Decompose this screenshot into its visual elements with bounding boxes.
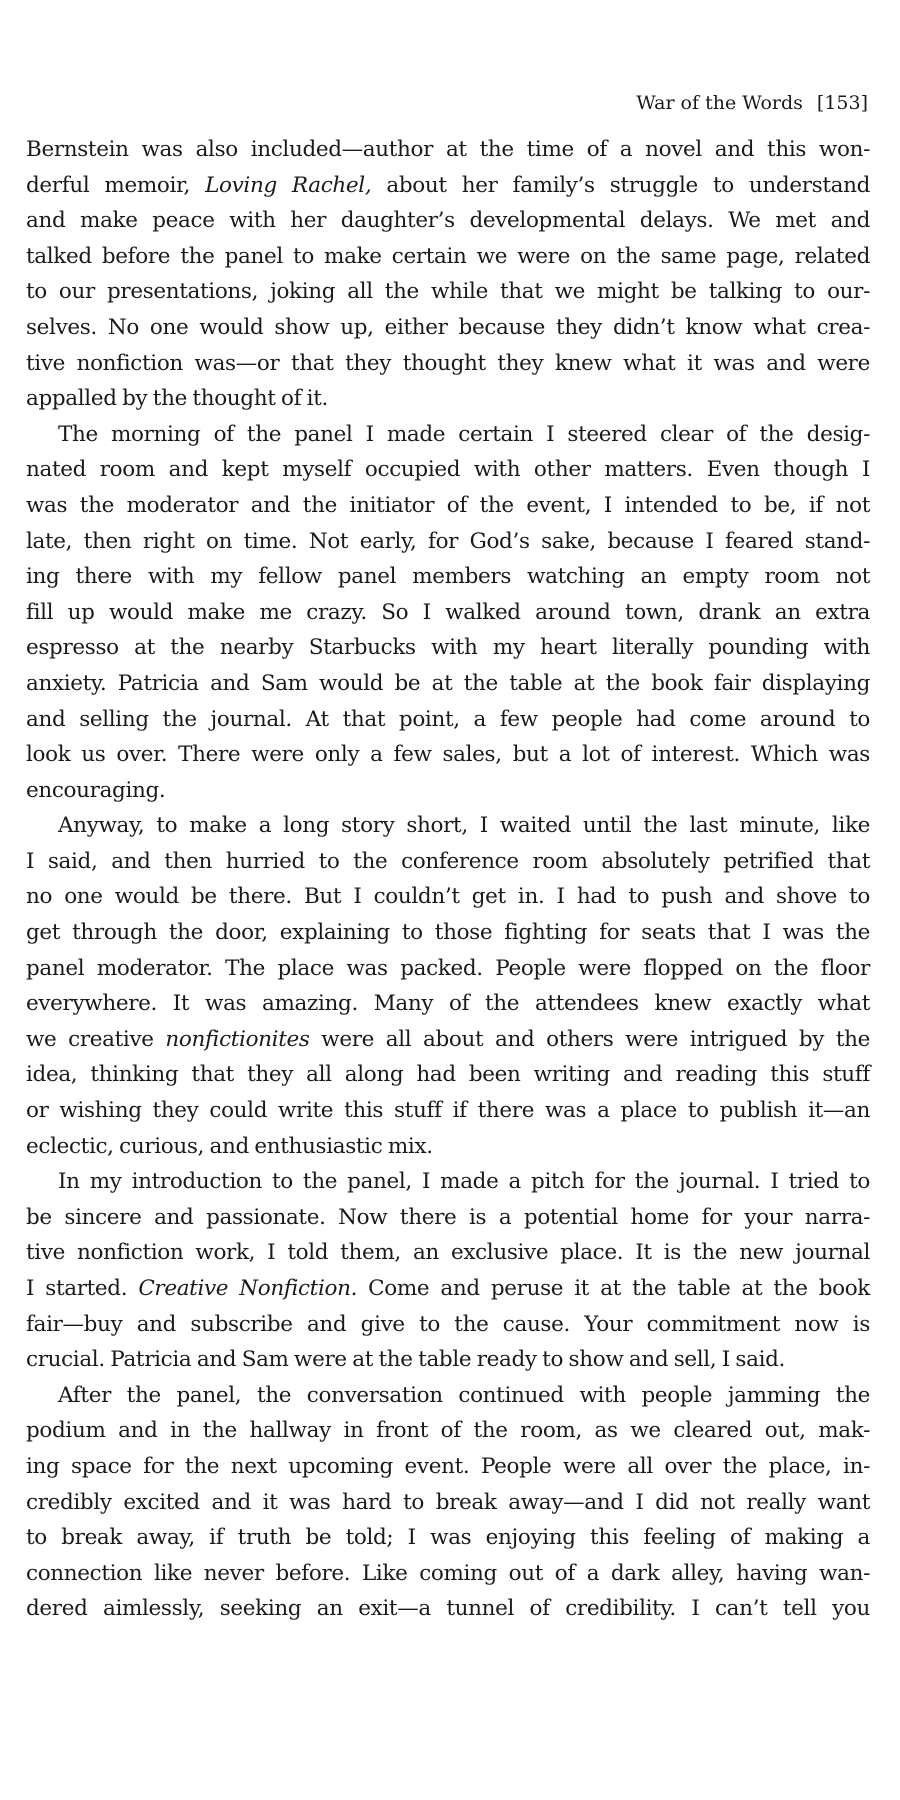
text-run: were all about and others were intrigued by the <box>309 1026 870 1052</box>
italic-title: Loving Rachel, <box>205 172 372 198</box>
text-run: encouraging. <box>26 777 166 803</box>
text-line <box>26 1235 870 1271</box>
text-run: we creative <box>26 1026 166 1052</box>
text-line <box>26 915 870 951</box>
text-line <box>26 1342 870 1378</box>
running-head <box>636 90 868 116</box>
text-line <box>26 1200 870 1236</box>
text-run: idea, thinking that they all along had been writing and reading this stuff <box>26 1062 870 1088</box>
text-line <box>26 666 870 702</box>
text-line <box>26 595 870 631</box>
text-line <box>26 417 870 453</box>
text-run: look us over. There were only a few sales, but a lot of interest. Which was <box>26 742 870 768</box>
text-run: Bernstein was also included—author at the time of a novel and this won- <box>26 137 870 162</box>
text-line <box>26 346 870 382</box>
text-run: everywhere. It was amazing. Many of the attendees knew exactly what <box>26 991 870 1017</box>
text-line <box>26 274 870 310</box>
text-run: After the panel, the conversation continued with people jamming the <box>58 1382 870 1408</box>
text-run: no one would be there. But I couldn’t get in. I had to push and shove to <box>26 884 870 910</box>
text-line <box>26 168 870 204</box>
text-line <box>26 1307 870 1343</box>
text-run: . Come and peruse it at the table at the book <box>350 1276 870 1301</box>
text-run: nated room and kept myself occupied with other matters. Even though I <box>26 457 870 483</box>
text-line <box>26 773 870 809</box>
text-line <box>26 381 870 417</box>
text-line <box>26 808 870 844</box>
text-run: I started. <box>26 1276 139 1301</box>
text-run: and selling the journal. At that point, a few people had come around to <box>26 706 870 732</box>
text-line <box>26 1271 870 1307</box>
text-run: get through the door, explaining to those fighting for seats that I was the <box>26 920 870 946</box>
text-run: The morning of the panel I made certain I steered clear of the desig- <box>58 421 870 447</box>
text-line <box>26 239 870 275</box>
text-line <box>26 452 870 488</box>
text-run: selves. No one would show up, either because they didn’t know what crea- <box>26 314 870 340</box>
text-run: In my introduction to the panel, I made a pitch for the journal. I tried to <box>58 1169 870 1195</box>
text-line <box>26 1129 870 1165</box>
text-run: ing space for the next upcoming event. People were all over the place, in- <box>26 1453 870 1479</box>
text-run: espresso at the nearby Starbucks with my heart literally pounding with <box>26 635 870 661</box>
text-line <box>26 1591 870 1627</box>
text-run: tive nonfiction was—or that they thought they knew what it was and were <box>26 350 870 376</box>
text-run: to break away, if truth be told; I was enjoying this feeling of making a <box>26 1525 870 1551</box>
text-line <box>26 737 870 773</box>
text-line <box>26 951 870 987</box>
text-run: anxiety. Patricia and Sam would be at the table at the book fair displaying <box>26 670 870 696</box>
text-line <box>26 844 870 880</box>
text-run: crucial. Patricia and Sam were at the table ready to show and sell, I said. <box>26 1347 785 1373</box>
text-line <box>26 879 870 915</box>
text-line <box>26 203 870 239</box>
text-line <box>26 630 870 666</box>
text-line <box>26 1520 870 1556</box>
text-run: podium and in the hallway in front of the room, as we cleared out, mak- <box>26 1418 870 1444</box>
text-line <box>26 702 870 738</box>
body-text <box>26 132 870 1627</box>
text-run: dered aimlessly, seeking an exit—a tunnel of credibility. I can’t tell you <box>26 1596 870 1622</box>
text-run: or wishing they could write this stuff if there was a place to publish it—an <box>26 1098 870 1124</box>
text-line <box>26 1413 870 1449</box>
text-line <box>26 1556 870 1592</box>
text-run: be sincere and passionate. Now there is a potential home for your narra- <box>26 1204 870 1230</box>
running-head-title: War of the Words <box>636 92 803 114</box>
text-run: was the moderator and the initiator of the event, I intended to be, if not <box>26 492 870 518</box>
text-line <box>26 488 870 524</box>
text-line <box>26 310 870 346</box>
italic-title: nonfictionites <box>165 1026 310 1052</box>
text-run: derful memoir, <box>26 172 206 198</box>
text-run: late, then right on time. Not early, for God’s sake, because I feared stand- <box>26 528 870 554</box>
text-line <box>26 132 870 168</box>
text-line <box>26 1057 870 1093</box>
text-run: panel moderator. The place was packed. People were flopped on the floor <box>26 955 870 981</box>
text-run: appalled by the thought of it. <box>26 386 328 412</box>
text-run: fair—buy and subscribe and give to the cause. Your commitment now is <box>26 1311 870 1337</box>
italic-title: Creative Nonfiction <box>138 1276 351 1301</box>
text-run: fill up would make me crazy. So I walked around town, drank an extra <box>26 599 870 625</box>
text-line <box>26 559 870 595</box>
text-line <box>26 986 870 1022</box>
text-run: I said, and then hurried to the conference room absolutely petrified that <box>26 848 870 874</box>
text-run: Anyway, to make a long story short, I waited until the last minute, like <box>58 813 870 839</box>
text-line <box>26 1485 870 1521</box>
text-run: credibly excited and it was hard to break away—and I did not really want <box>26 1489 870 1515</box>
text-line <box>26 524 870 560</box>
text-run: talked before the panel to make certain we were on the same page, related <box>26 243 870 269</box>
text-run: connection like never before. Like coming out of a dark alley, having wan- <box>26 1560 870 1586</box>
text-line <box>26 1093 870 1129</box>
text-run: ing there with my fellow panel members watching an empty room not <box>26 564 870 590</box>
text-run: to our presentations, joking all the while that we might be talking to our- <box>26 279 870 305</box>
page-number: [153] <box>816 92 868 114</box>
text-run: and make peace with her daughter’s developmental delays. We met and <box>26 208 870 234</box>
text-line <box>26 1449 870 1485</box>
text-line <box>26 1022 870 1058</box>
text-run: about her family’s struggle to understand <box>371 172 870 198</box>
text-line <box>26 1378 870 1414</box>
text-run: eclectic, curious, and enthusiastic mix. <box>26 1133 433 1159</box>
text-line <box>26 1164 870 1200</box>
text-run: tive nonfiction work, I told them, an exclusive place. It is the new journal <box>26 1240 870 1266</box>
